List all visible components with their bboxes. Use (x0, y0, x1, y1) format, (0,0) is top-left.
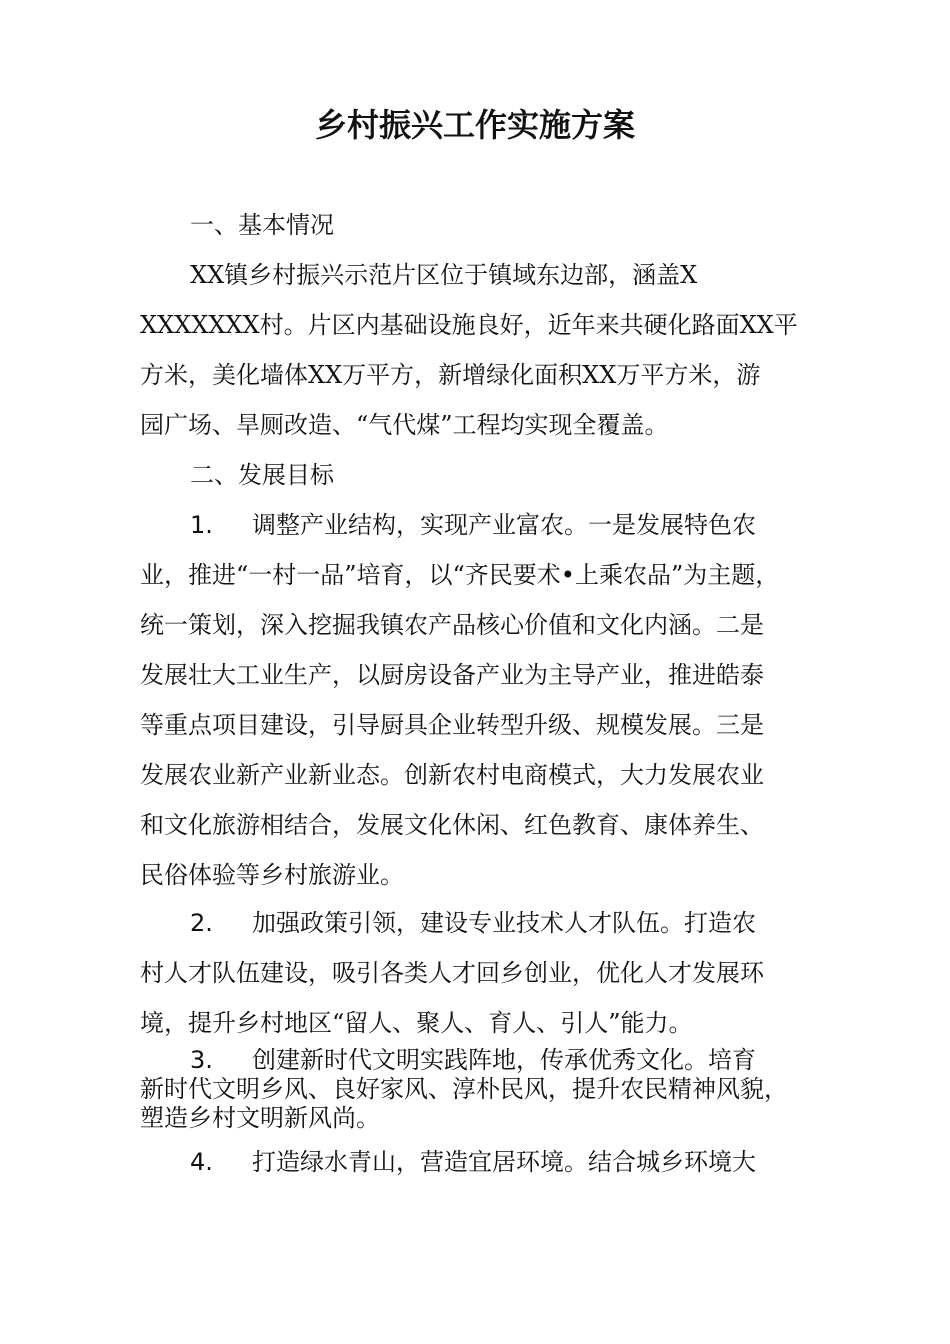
list-item-number: 1. (190, 511, 213, 539)
list-item-first-line (190, 508, 756, 542)
list-item-first-line (190, 1046, 756, 1074)
paragraph-line: XX镇乡村振兴示范片区位于镇域东边部，涵盖X (190, 261, 698, 289)
paragraph-line: 发展壮大工业生产，以厨房设备产业为主导产业，推进皓泰 (140, 661, 764, 689)
paragraph-line: XXXXXXX村。片区内基础设施良好，近年来共硬化路面XX平 (140, 311, 798, 339)
list-item-number: 3. (190, 1046, 213, 1074)
list-item-number: 4. (190, 1148, 213, 1176)
list-item-text: 打造绿水青山，营造宜居环境。结合城乡环境大 (252, 1148, 756, 1176)
paragraph-line: 方米，美化墙体XX万平方，新增绿化面积XX万平方米，游 (140, 361, 761, 389)
paragraph-line: 等重点项目建设，引导厨具企业转型升级、规模发展。三是 (140, 711, 764, 739)
list-item-text: 创建新时代文明实践阵地，传承优秀文化。培育 (252, 1046, 756, 1074)
paragraph-line: 业，推进“一村一品”培育，以“齐民要术•上乘农品”为主题， (140, 561, 780, 589)
list-item-first-line (190, 1145, 756, 1179)
list-item-first-line (190, 906, 756, 940)
paragraph-line: 园广场、旱厕改造、“气代煤”工程均实现全覆盖。 (140, 411, 669, 439)
list-item-number: 2. (190, 909, 213, 937)
paragraph-line: 塑造乡村文明新风尚。 (140, 1104, 380, 1132)
paragraph-line: 和文化旅游相结合，发展文化休闲、红色教育、康体养生、 (140, 811, 764, 839)
paragraph-line: 新时代文明乡风、良好家风、淳朴民风，提升农民精神风貌， (140, 1075, 788, 1103)
list-item-text: 调整产业结构，实现产业富农。一是发展特色农 (252, 511, 756, 539)
section-heading-development-goals: 二、发展目标 (190, 461, 334, 489)
document-title: 乡村振兴工作实施方案 (314, 106, 635, 144)
paragraph-line: 民俗体验等乡村旅游业。 (140, 861, 404, 889)
paragraph-line: 村人才队伍建设，吸引各类人才回乡创业，优化人才发展环 (140, 959, 764, 987)
list-item-text: 加强政策引领，建设专业技术人才队伍。打造农 (252, 909, 756, 937)
section-heading-basic-situation: 一、基本情况 (190, 211, 334, 239)
paragraph-line: 发展农业新产业新业态。创新农村电商模式，大力发展农业 (140, 761, 764, 789)
paragraph-line: 统一策划，深入挖掘我镇农产品核心价值和文化内涵。二是 (140, 611, 764, 639)
paragraph-line: 境，提升乡村地区“留人、聚人、育人、引人”能力。 (140, 1009, 693, 1037)
